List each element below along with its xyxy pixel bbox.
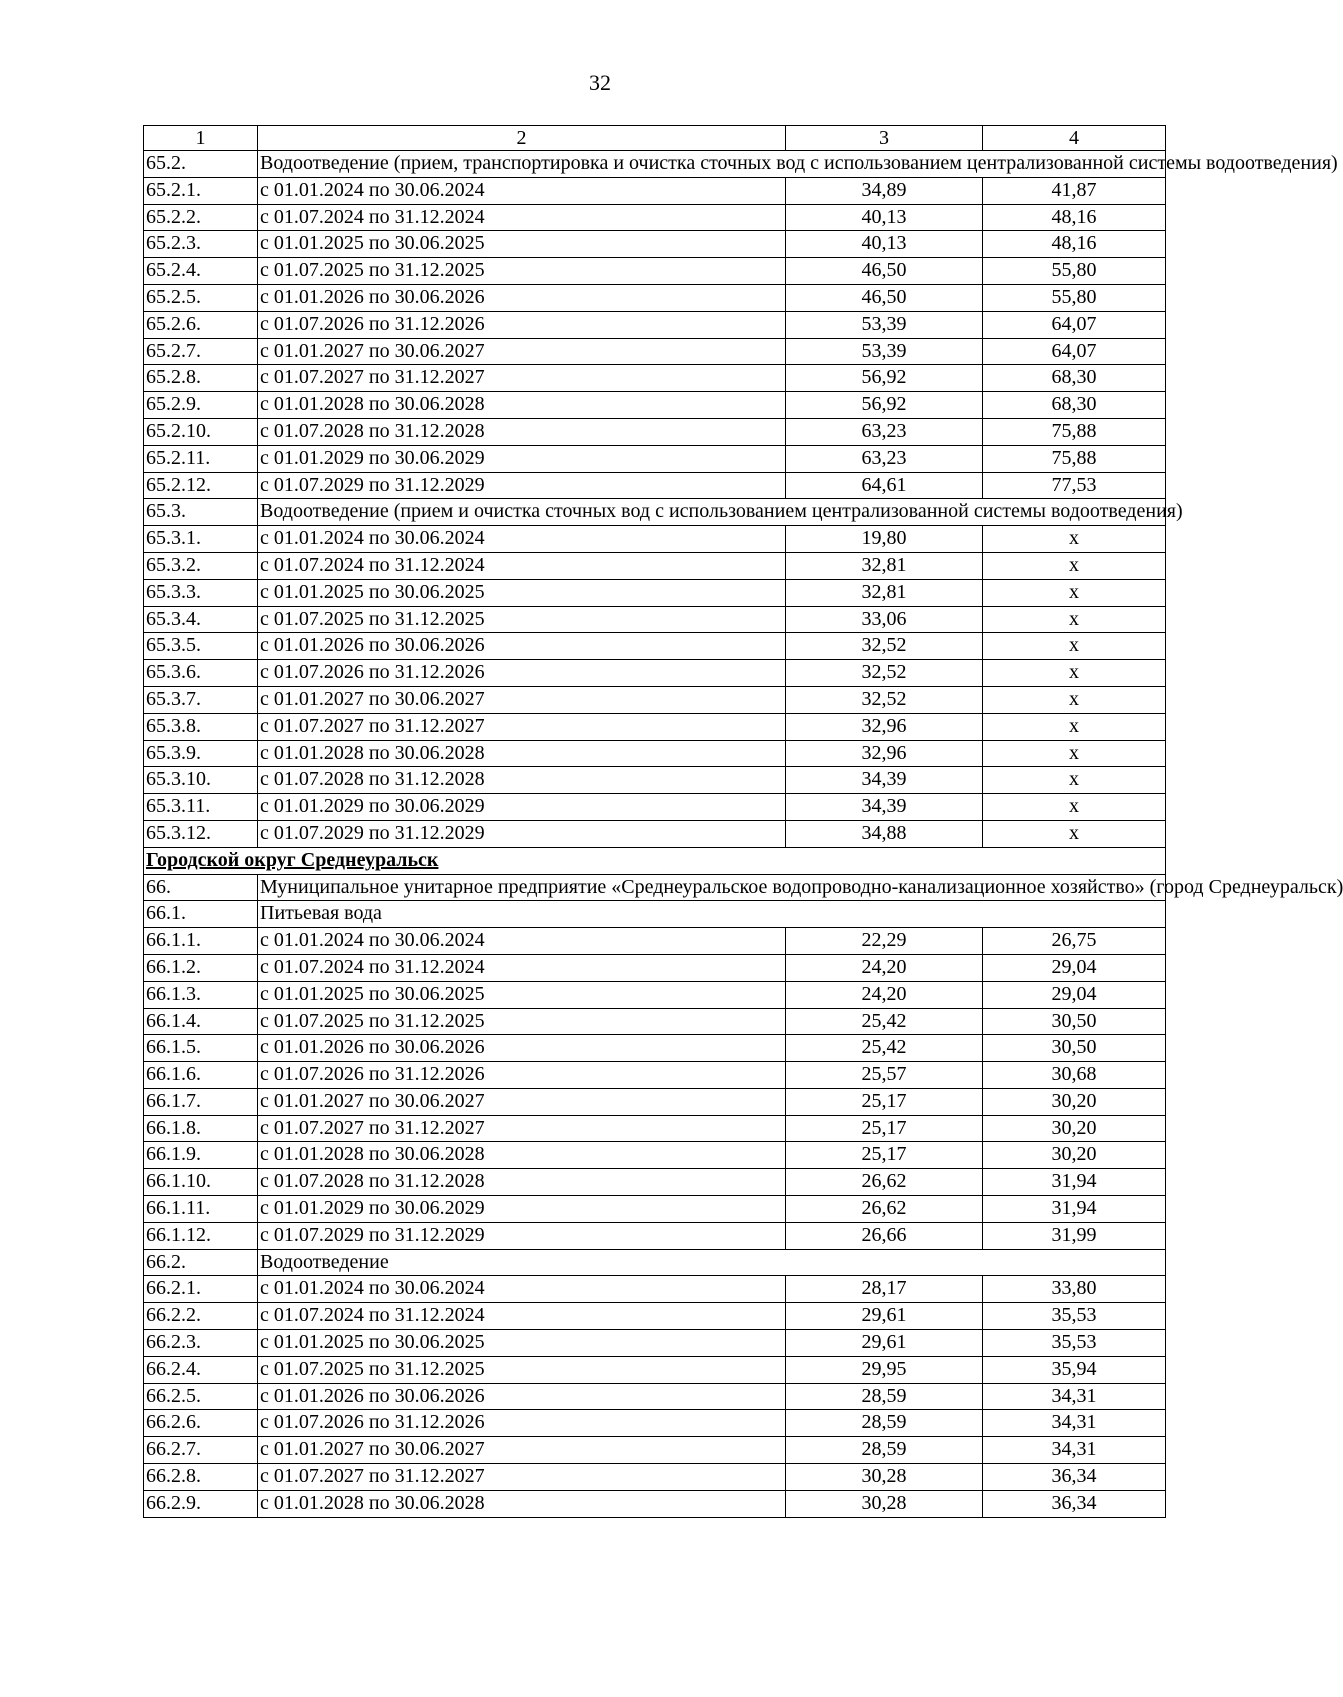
row-value-col3: 25,42 [786,1008,983,1035]
row-period: с 01.01.2024 по 30.06.2024 [258,928,786,955]
table-row [144,1464,1166,1491]
table-row [144,579,1166,606]
row-period: с 01.01.2024 по 30.06.2024 [258,1276,786,1303]
row-code: 65.3.8. [144,713,258,740]
row-code: 65.3.12. [144,820,258,847]
row-value-col4: х [983,767,1166,794]
row-value-col3: 53,39 [786,311,983,338]
row-value-col3: 24,20 [786,981,983,1008]
row-code: 66.1.4. [144,1008,258,1035]
row-period: с 01.01.2029 по 30.06.2029 [258,1196,786,1223]
row-code: 66.2.5. [144,1383,258,1410]
row-period: с 01.07.2026 по 31.12.2026 [258,660,786,687]
row-value-col4: 31,99 [983,1222,1166,1249]
row-value-col4: х [983,526,1166,553]
table-row [144,526,1166,553]
table-row [144,633,1166,660]
row-period: с 01.01.2028 по 30.06.2028 [258,392,786,419]
row-value-col4: 36,34 [983,1464,1166,1491]
row-period: с 01.01.2027 по 30.06.2027 [258,1088,786,1115]
row-code: 66.1.9. [144,1142,258,1169]
table-row [144,1410,1166,1437]
page-number: 32 [589,70,611,95]
row-value-col3: 34,88 [786,820,983,847]
row-code: 65.2.7. [144,338,258,365]
row-value-col4: 29,04 [983,954,1166,981]
row-code: 65.2.5. [144,284,258,311]
row-value-col4: х [983,713,1166,740]
row-value-col4: х [983,740,1166,767]
row-period: с 01.07.2029 по 31.12.2029 [258,820,786,847]
row-code: 66.1.3. [144,981,258,1008]
row-value-col3: 34,39 [786,767,983,794]
row-code: 65.3.5. [144,633,258,660]
row-period: с 01.01.2027 по 30.06.2027 [258,338,786,365]
row-code: 65.2.11. [144,445,258,472]
row-value-col4: 36,34 [983,1490,1166,1517]
row-value-col3: 28,59 [786,1383,983,1410]
row-value-col4: 75,88 [983,445,1166,472]
section-code: 65.2. [144,151,258,178]
row-value-col4: х [983,686,1166,713]
row-code: 65.3.6. [144,660,258,687]
table-row [144,820,1166,847]
table-row [144,1356,1166,1383]
row-code: 66.2.7. [144,1437,258,1464]
section-title: Муниципальное унитарное предприятие «Среднеуральское водопроводно-канализационное хозяйство» (город Среднеуральск) [258,874,1166,901]
row-period: с 01.07.2025 по 31.12.2025 [258,606,786,633]
row-period: с 01.01.2025 по 30.06.2025 [258,231,786,258]
row-value-col3: 28,59 [786,1437,983,1464]
tariff-table [143,125,1343,1518]
table-row [144,1115,1166,1142]
row-code: 65.2.12. [144,472,258,499]
tariff-table-body [144,126,1343,1518]
row-value-col4: х [983,633,1166,660]
table-row [144,606,1166,633]
row-value-col4: 35,53 [983,1303,1166,1330]
row-code: 66.1.10. [144,1169,258,1196]
table-row [144,954,1166,981]
row-value-col3: 34,39 [786,794,983,821]
row-period: с 01.07.2024 по 31.12.2024 [258,1303,786,1330]
row-period: с 01.01.2024 по 30.06.2024 [258,526,786,553]
row-value-col4: 29,04 [983,981,1166,1008]
column-header: 2 [258,126,786,151]
row-value-col4: 64,07 [983,311,1166,338]
table-row [144,660,1166,687]
table-row [144,338,1166,365]
row-value-col3: 56,92 [786,365,983,392]
table-row [144,713,1166,740]
row-value-col4: х [983,794,1166,821]
table-row [144,365,1166,392]
row-value-col3: 32,96 [786,713,983,740]
row-value-col4: 68,30 [983,365,1166,392]
row-value-col3: 26,62 [786,1196,983,1223]
row-value-col4: 68,30 [983,392,1166,419]
table-row [144,1490,1166,1517]
table-row [144,1169,1166,1196]
row-value-col4: 30,20 [983,1115,1166,1142]
row-period: с 01.07.2028 по 31.12.2028 [258,767,786,794]
row-period: с 01.01.2025 по 30.06.2025 [258,1330,786,1357]
district-title: Городской округ Среднеуральск [144,847,1166,874]
row-code: 66.2.8. [144,1464,258,1491]
row-value-col3: 26,62 [786,1169,983,1196]
row-period: с 01.07.2029 по 31.12.2029 [258,1222,786,1249]
row-value-col4: х [983,820,1166,847]
section-row [144,874,1166,901]
row-value-col3: 40,13 [786,204,983,231]
table-row [144,1276,1166,1303]
row-period: с 01.07.2027 по 31.12.2027 [258,713,786,740]
row-code: 66.1.1. [144,928,258,955]
column-header: 4 [983,126,1166,151]
column-header: 3 [786,126,983,151]
row-value-col3: 56,92 [786,392,983,419]
row-value-col4: 30,20 [983,1142,1166,1169]
row-value-col3: 63,23 [786,445,983,472]
table-row [144,1088,1166,1115]
row-period: с 01.07.2027 по 31.12.2027 [258,1115,786,1142]
table-row [144,1303,1166,1330]
table-header-row [144,126,1166,151]
row-code: 66.2.6. [144,1410,258,1437]
row-period: с 01.07.2026 по 31.12.2026 [258,1410,786,1437]
row-period: с 01.07.2028 по 31.12.2028 [258,1169,786,1196]
row-period: с 01.07.2024 по 31.12.2024 [258,552,786,579]
row-period: с 01.07.2025 по 31.12.2025 [258,1356,786,1383]
column-header: 1 [144,126,258,151]
table-row [144,686,1166,713]
row-code: 66.2.4. [144,1356,258,1383]
table-row [144,284,1166,311]
row-code: 65.3.1. [144,526,258,553]
section-title: Водоотведение [258,1249,1166,1276]
district-row [144,847,1166,874]
section-row [144,499,1166,526]
section-row [144,151,1166,178]
row-value-col3: 24,20 [786,954,983,981]
row-value-col3: 25,17 [786,1142,983,1169]
row-value-col4: 75,88 [983,418,1166,445]
row-code: 65.3.11. [144,794,258,821]
table-row [144,472,1166,499]
table-row [144,928,1166,955]
row-value-col3: 32,52 [786,686,983,713]
row-value-col4: 35,53 [983,1330,1166,1357]
table-row [144,552,1166,579]
table-row [144,177,1166,204]
table-row [144,392,1166,419]
table-row [144,740,1166,767]
row-value-col3: 25,42 [786,1035,983,1062]
row-period: с 01.07.2028 по 31.12.2028 [258,418,786,445]
row-period: с 01.07.2024 по 31.12.2024 [258,204,786,231]
row-value-col3: 25,17 [786,1088,983,1115]
row-value-col3: 22,29 [786,928,983,955]
table-row [144,1008,1166,1035]
row-period: с 01.01.2028 по 30.06.2028 [258,740,786,767]
row-value-col4: 26,75 [983,928,1166,955]
row-code: 66.1.6. [144,1062,258,1089]
section-code: 65.3. [144,499,258,526]
row-period: с 01.01.2026 по 30.06.2026 [258,284,786,311]
table-row [144,445,1166,472]
row-code: 65.2.3. [144,231,258,258]
table-row [144,767,1166,794]
row-period: с 01.01.2025 по 30.06.2025 [258,579,786,606]
table-row [144,1062,1166,1089]
section-code: 66. [144,874,258,901]
row-value-col3: 32,81 [786,579,983,606]
row-value-col4: 34,31 [983,1410,1166,1437]
row-value-col3: 63,23 [786,418,983,445]
row-code: 66.1.12. [144,1222,258,1249]
row-value-col4: х [983,579,1166,606]
row-value-col4: 30,68 [983,1062,1166,1089]
row-code: 66.1.5. [144,1035,258,1062]
table-row [144,1383,1166,1410]
row-value-col4: 48,16 [983,204,1166,231]
row-value-col3: 28,59 [786,1410,983,1437]
table-row [144,794,1166,821]
row-code: 66.2.9. [144,1490,258,1517]
section-code: 66.1. [144,901,258,928]
row-code: 66.1.11. [144,1196,258,1223]
row-value-col4: 41,87 [983,177,1166,204]
row-code: 66.1.2. [144,954,258,981]
row-code: 65.2.2. [144,204,258,231]
table-row [144,1196,1166,1223]
row-code: 65.3.4. [144,606,258,633]
row-code: 66.1.7. [144,1088,258,1115]
row-value-col3: 32,81 [786,552,983,579]
table-row [144,1035,1166,1062]
row-value-col4: 55,80 [983,258,1166,285]
row-value-col3: 25,57 [786,1062,983,1089]
row-value-col4: 30,20 [983,1088,1166,1115]
table-row [144,1437,1166,1464]
row-code: 65.2.9. [144,392,258,419]
row-value-col4: 31,94 [983,1169,1166,1196]
section-row [144,1249,1166,1276]
section-title: Водоотведение (прием, транспортировка и очистка сточных вод с использованием централизованной системы водоотведения) [258,151,1166,178]
row-code: 65.3.2. [144,552,258,579]
row-period: с 01.07.2029 по 31.12.2029 [258,472,786,499]
row-value-col4: 34,31 [983,1383,1166,1410]
section-code: 66.2. [144,1249,258,1276]
row-period: с 01.07.2025 по 31.12.2025 [258,1008,786,1035]
row-value-col4: 77,53 [983,472,1166,499]
table-row [144,1222,1166,1249]
row-value-col3: 28,17 [786,1276,983,1303]
row-code: 66.2.2. [144,1303,258,1330]
row-period: с 01.01.2024 по 30.06.2024 [258,177,786,204]
table-row [144,258,1166,285]
row-code: 65.2.6. [144,311,258,338]
row-value-col3: 46,50 [786,258,983,285]
row-value-col3: 32,52 [786,633,983,660]
row-code: 66.2.1. [144,1276,258,1303]
row-value-col3: 64,61 [786,472,983,499]
row-period: с 01.01.2026 по 30.06.2026 [258,1035,786,1062]
row-code: 66.1.8. [144,1115,258,1142]
row-value-col4: 35,94 [983,1356,1166,1383]
row-value-col4: х [983,606,1166,633]
row-period: с 01.01.2028 по 30.06.2028 [258,1490,786,1517]
row-period: с 01.07.2027 по 31.12.2027 [258,365,786,392]
row-value-col3: 40,13 [786,231,983,258]
row-value-col3: 19,80 [786,526,983,553]
row-value-col3: 53,39 [786,338,983,365]
row-period: с 01.07.2025 по 31.12.2025 [258,258,786,285]
row-period: с 01.01.2025 по 30.06.2025 [258,981,786,1008]
row-value-col4: х [983,660,1166,687]
row-code: 65.3.9. [144,740,258,767]
row-value-col4: 34,31 [983,1437,1166,1464]
row-code: 65.3.7. [144,686,258,713]
row-value-col4: 30,50 [983,1035,1166,1062]
table-row [144,981,1166,1008]
row-value-col3: 26,66 [786,1222,983,1249]
row-value-col4: 55,80 [983,284,1166,311]
table-row [144,1330,1166,1357]
row-period: с 01.01.2027 по 30.06.2027 [258,1437,786,1464]
row-period: с 01.07.2026 по 31.12.2026 [258,311,786,338]
row-code: 65.2.8. [144,365,258,392]
row-period: с 01.07.2024 по 31.12.2024 [258,954,786,981]
row-period: с 01.01.2028 по 30.06.2028 [258,1142,786,1169]
row-code: 66.2.3. [144,1330,258,1357]
row-value-col3: 29,61 [786,1330,983,1357]
row-value-col4: 64,07 [983,338,1166,365]
section-title: Водоотведение (прием и очистка сточных вод с использованием централизованной системы водоотведения) [258,499,1166,526]
table-row [144,1142,1166,1169]
row-value-col3: 32,52 [786,660,983,687]
row-value-col3: 33,06 [786,606,983,633]
row-period: с 01.01.2026 по 30.06.2026 [258,1383,786,1410]
row-value-col3: 32,96 [786,740,983,767]
row-value-col3: 34,89 [786,177,983,204]
section-title: Питьевая вода [258,901,1166,928]
row-period: с 01.01.2027 по 30.06.2027 [258,686,786,713]
row-code: 65.2.10. [144,418,258,445]
row-value-col3: 30,28 [786,1464,983,1491]
row-code: 65.2.4. [144,258,258,285]
table-row [144,204,1166,231]
row-value-col3: 29,61 [786,1303,983,1330]
table-row [144,311,1166,338]
row-value-col3: 46,50 [786,284,983,311]
row-code: 65.3.10. [144,767,258,794]
row-code: 65.3.3. [144,579,258,606]
row-value-col4: 33,80 [983,1276,1166,1303]
row-value-col4: 48,16 [983,231,1166,258]
table-row [144,231,1166,258]
row-value-col3: 30,28 [786,1490,983,1517]
row-value-col4: 31,94 [983,1196,1166,1223]
row-period: с 01.01.2029 по 30.06.2029 [258,445,786,472]
row-value-col4: х [983,552,1166,579]
row-period: с 01.07.2026 по 31.12.2026 [258,1062,786,1089]
row-code: 65.2.1. [144,177,258,204]
row-period: с 01.01.2029 по 30.06.2029 [258,794,786,821]
row-period: с 01.01.2026 по 30.06.2026 [258,633,786,660]
row-value-col4: 30,50 [983,1008,1166,1035]
table-row [144,418,1166,445]
section-row [144,901,1166,928]
row-period: с 01.07.2027 по 31.12.2027 [258,1464,786,1491]
row-value-col3: 29,95 [786,1356,983,1383]
row-value-col3: 25,17 [786,1115,983,1142]
